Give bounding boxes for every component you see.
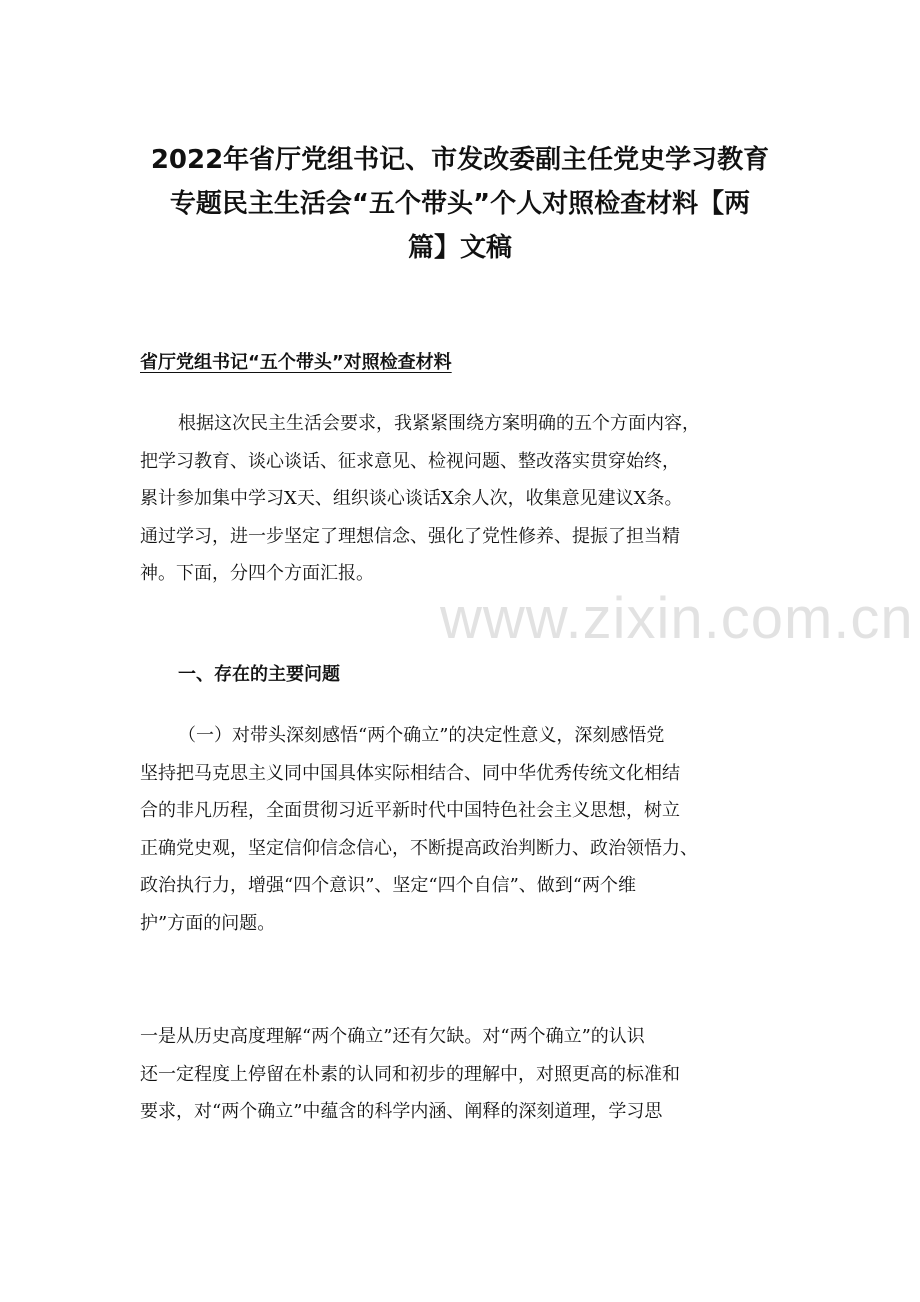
text-line: （一）对带头深刻感悟“两个确立”的决定性意义，深刻感悟党	[178, 725, 665, 746]
text-line: 一是从历史高度理解“两个确立”还有欠缺。对“两个确立”的认识	[140, 1026, 645, 1047]
text-line: 政治执行力，增强“四个意识”、坚定“四个自信”、做到“两个维	[140, 875, 637, 896]
section-heading: 一、存在的主要问题	[178, 664, 340, 685]
text-line: 根据这次民主生活会要求，我紧紧围绕方案明确的五个方面内容，	[178, 413, 700, 434]
text-line: 累计参加集中学习X天、组织谈心谈话X余人次，收集意见建议X条。	[140, 488, 683, 509]
text-line: 护”方面的问题。	[140, 912, 276, 934]
text-line: 要求，对“两个确立”中蕴含的科学内涵、阐释的深刻道理，学习思	[140, 1101, 663, 1122]
document-title	[130, 138, 790, 270]
text-line: 坚持把马克思主义同中国具体实际相结合、同中华优秀传统文化相结	[140, 762, 680, 784]
text-line: 把学习教育、谈心谈话、征求意见、检视问题、整改落实贯穿始终，	[140, 450, 680, 472]
text-line: 通过学习，进一步坚定了理想信念、强化了党性修养、提振了担当精	[140, 525, 680, 547]
section-subtitle: 省厅党组书记“五个带头”对照检查材料	[140, 352, 452, 373]
text-line: 还一定程度上停留在朴素的认同和初步的理解中，对照更高的标准和	[140, 1063, 680, 1085]
intro-paragraph	[140, 405, 790, 593]
title-line: 2022年省厅党组书记、市发改委副主任党史学习教育	[150, 145, 770, 175]
text-line: 正确党史观，坚定信仰信念信心，不断提高政治判断力、政治领悟力、	[140, 837, 698, 859]
title-line: 专题民主生活会“五个带头”个人对照检查材料【两	[169, 189, 751, 219]
text-line: 合的非凡历程，全面贯彻习近平新时代中国特色社会主义思想，树立	[140, 800, 680, 821]
watermark: www.zixin.com.cn	[440, 586, 914, 651]
title-line: 篇】文稿	[407, 233, 512, 263]
text-line: 神。下面，分四个方面汇报。	[140, 563, 374, 584]
point-one-paragraph	[140, 1018, 790, 1131]
item-one-paragraph	[140, 717, 790, 942]
